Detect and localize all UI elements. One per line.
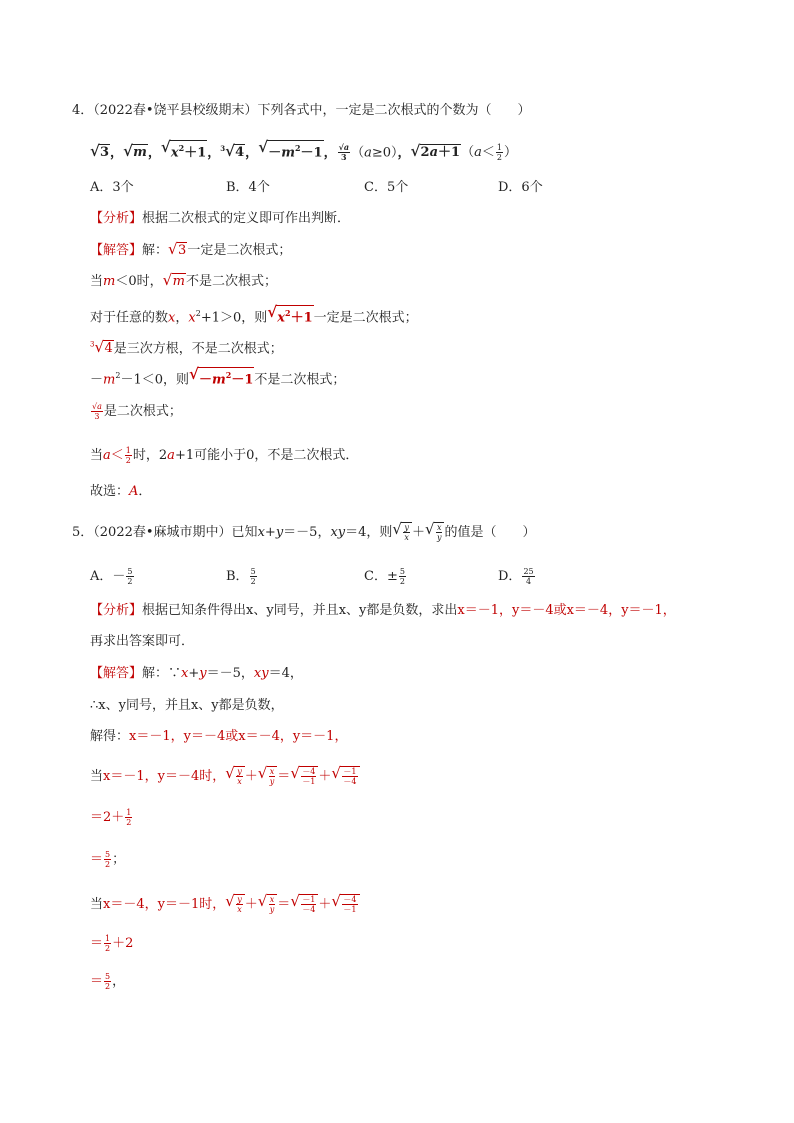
q4-analysis: 【分析】根据二次根式的定义即可作出判断． bbox=[90, 211, 351, 226]
q4-answer-line4: $^3$√ 4是三次方根，不是二次根式； bbox=[90, 336, 283, 358]
q4-conclusion: 故选：A． bbox=[90, 484, 152, 499]
q5-analysis-line2: 再求出答案即可． bbox=[90, 634, 195, 649]
q4-expressions: √ 3，√ m，√ $x^2+1$，$^3$√ 4，√ $-m^2-1$， $\frac{√a}{3}$ （a≥0），√ 2a＋1（a＜ $\frac{1}{2}$ ） bbox=[90, 140, 517, 162]
q4-stem: 下列各式中，一定是二次根式的个数为（ ） bbox=[257, 103, 531, 118]
q4-answer-line3: 对于任意的数x，$x^2+1>0$，则√ $x^2+1$一定是二次根式； bbox=[90, 305, 418, 327]
q5-answer-line3: 解得：x＝－1，y＝－4或x＝－4，y＝－1， bbox=[90, 729, 348, 744]
q5-case2-result1: ＝ $\frac{1}{2}$ ＋2 bbox=[90, 934, 134, 953]
q5-option-c: C．± $\frac{5}{2}$ bbox=[364, 567, 405, 586]
q4-answer-line7: 当a＜ $\frac{1}{2}$ 时，2a+1可能小于0，不是二次根式． bbox=[90, 446, 359, 465]
q4-analysis-tag: 【分析】 bbox=[90, 211, 143, 226]
q5-case1: 当x＝－1，y＝－4时， √ $\frac{y}{x}$ ＋ √ $\frac{x}{y}$ ＝ √ $\frac{-4}{-1}$ ＋ √ $\frac{-1}{-4}$ bbox=[90, 766, 360, 786]
q4-answer-line6: $\frac{√a}{3}$ 是二次根式； bbox=[92, 402, 182, 421]
q4-stem-line bbox=[72, 102, 531, 120]
q5-number: 5． bbox=[72, 525, 94, 540]
q5-case2-result2: ＝ $\frac{5}{2}$ ， bbox=[90, 972, 126, 991]
q5-case1-result2: ＝ $\frac{5}{2}$ ； bbox=[90, 850, 126, 869]
q4-answer-line2: 当m＜0时，√ m不是二次根式； bbox=[90, 273, 277, 291]
q5-stem-line: 5．（2022春•麻城市期中）已知x+y＝－5，xy＝4，则 √ $\frac{y}{x}$ ＋ √ $\frac{x}{y}$ 的值是（ ） bbox=[72, 522, 536, 542]
q5-option-d: D． $\frac{25}{4}$ bbox=[498, 567, 534, 586]
q5-answer-line1: 【解答】解：∵x+y＝－5，xy＝4， bbox=[90, 666, 303, 681]
q5-case1-result1: ＝2＋ $\frac{1}{2}$ bbox=[90, 808, 132, 827]
q4-answer-line5: $-m^2-1<0$，则√ $-m^2-1$不是二次根式； bbox=[90, 367, 345, 389]
q4-answer-tag: 【解答】 bbox=[90, 243, 143, 258]
q4-option-b: B．4个 bbox=[226, 180, 270, 195]
q5-option-b: B． $\frac{5}{2}$ bbox=[226, 567, 256, 586]
q5-analysis-tag: 【分析】 bbox=[90, 603, 143, 618]
q5-answer-tag: 【解答】 bbox=[90, 666, 143, 681]
q5-case2: 当x＝－4，y＝－1时， √ $\frac{y}{x}$ ＋ √ $\frac{x}{y}$ ＝ √ $\frac{-1}{-4}$ ＋ √ $\frac{-4}{-1}$ bbox=[90, 894, 360, 914]
q4-option-a: A．3个 bbox=[90, 180, 134, 195]
q5-answer-line2: ∴x、y同号，并且x、y都是负数， bbox=[90, 698, 284, 713]
q4-number: 4． bbox=[72, 103, 94, 118]
q5-source: （2022春•麻城市期中） bbox=[93, 525, 232, 540]
q4-answer-line1: 【解答】解：√ 3一定是二次根式； bbox=[90, 242, 291, 260]
q5-analysis-line1: 【分析】根据已知条件得出x、y同号，并且x、y都是负数，求出x＝－1，y＝－4或x＝－4，y＝－1， bbox=[90, 603, 676, 618]
q4-option-d: D．6个 bbox=[498, 180, 543, 195]
q4-source: （2022春•饶平县校级期末） bbox=[93, 103, 258, 118]
q4-option-c: C．5个 bbox=[364, 180, 409, 195]
q5-option-a: A．－ $\frac{5}{2}$ bbox=[90, 567, 133, 586]
